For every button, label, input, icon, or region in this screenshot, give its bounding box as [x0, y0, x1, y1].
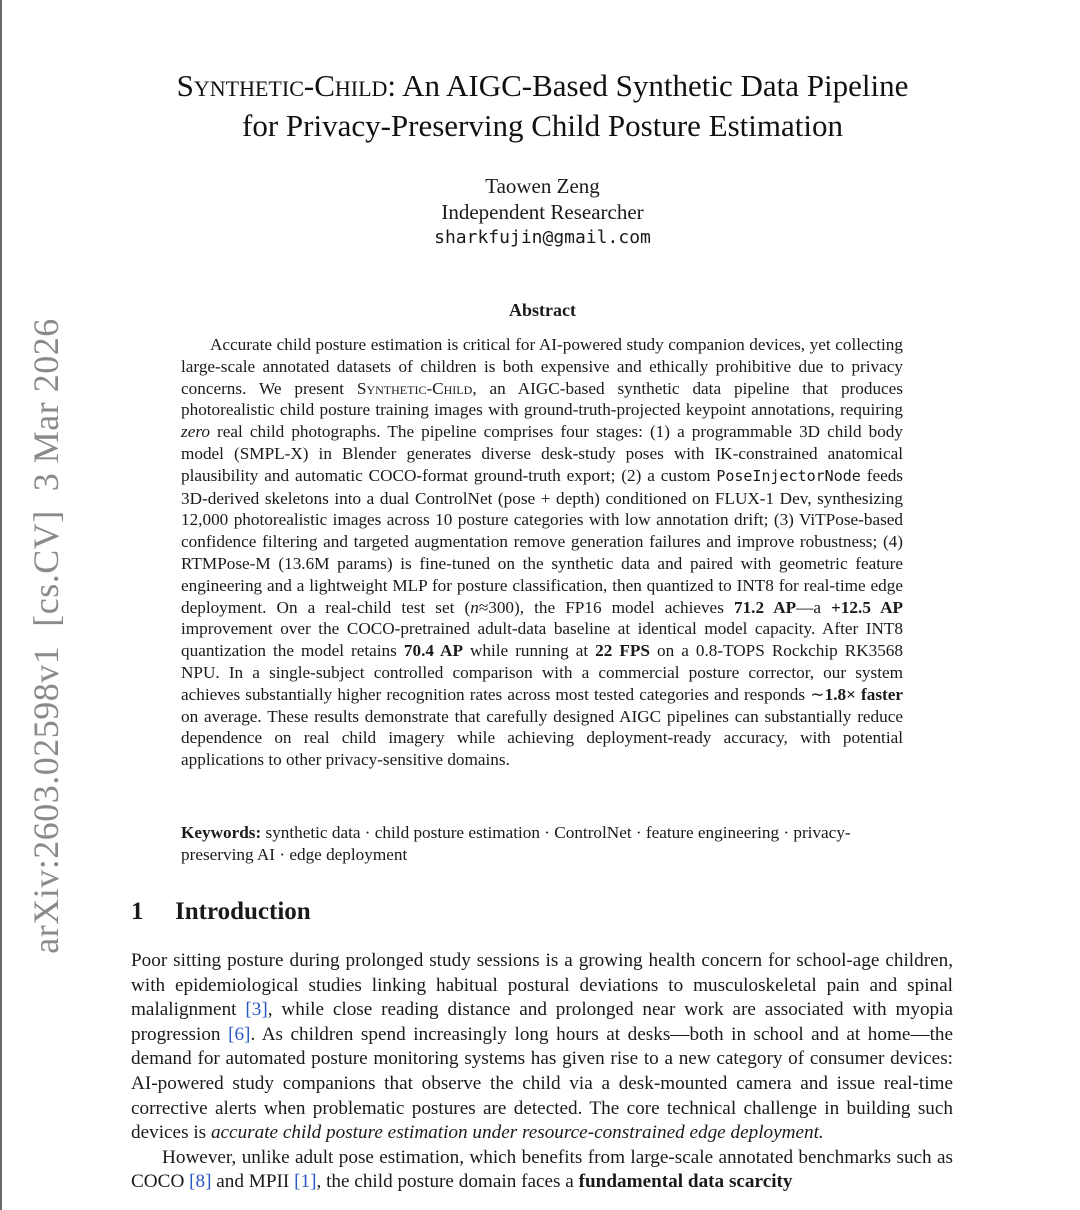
section-title: Introduction — [175, 898, 311, 925]
abstract-text: , an AIGC-based synthetic data pipeline that produces photorealistic child posture training images with ground-truth-projected keypoint annotations, requiring — [181, 378, 903, 420]
abstract-text: —a — [796, 597, 832, 617]
paragraph — [131, 949, 953, 1146]
page-left-border — [0, 0, 2, 1210]
body-text: and MPII — [211, 1171, 295, 1193]
author-name: Taowen Zeng — [485, 174, 600, 198]
introduction-body — [131, 949, 953, 1195]
title-line1-rest: : An AIGC-Based Synthetic Data Pipeline — [387, 68, 909, 103]
keywords — [181, 822, 906, 866]
abstract-bold-result: 1.8× faster — [824, 684, 904, 704]
abstract-emphasis: n — [470, 597, 479, 617]
abstract-text: ≈300), the FP16 model achieves — [478, 597, 734, 617]
abstract-system-name: Synthetic-Child — [356, 378, 473, 398]
citation-link[interactable]: [1] — [294, 1171, 317, 1193]
body-emphasis: accurate child posture estimation under resource-constrained edge deployment. — [210, 1122, 824, 1144]
abstract-bold-result: +12.5 AP — [831, 597, 903, 617]
abstract-code-term: PoseInjectorNode — [716, 466, 861, 485]
abstract-text: on a 0.8-TOPS Rockchip RK3568 NPU. In a single-subject controlled comparison with a commercial posture corrector, our system achieves substantially higher recognition rates across most tested categories and responds ∼ — [181, 641, 903, 704]
citation-link[interactable]: [3] — [245, 999, 268, 1021]
abstract-body — [181, 334, 903, 771]
abstract-bold-result: 22 FPS — [595, 641, 650, 661]
abstract-text: feeds 3D-derived skeletons into a dual ControlNet (pose + depth) conditioned on FLUX-1 Dev, synthesizing 12,000 photorealistic images across 10 posture categories with low annotation drift; (3) ViTPose-based confidence filtering and targeted augmentation remove generation failures and improve robustness; (4) RTMPose-M (13.6M params) is fine-tuned on the synthetic data and paired with geometric feature engineering and a lightweight MLP for posture classification, then quantized to INT8 for real-time edge deployment. On a real-child test set ( — [181, 465, 903, 617]
abstract-text: real child photographs. The pipeline comprises four stages: (1) a programmable 3D child body model (SMPL-X) in Blender generates diverse desk-study poses with IK-constrained anatomical plausibility and automatic COCO-format ground-truth export; (2) a custom — [181, 422, 903, 485]
abstract-text: on average. These results demonstrate that carefully designed AIGC pipelines can substantially reduce dependence on real child imagery while achieving deployment-ready accuracy, with potential applications to other privacy-sensitive domains. — [181, 706, 903, 770]
keywords-label: Keywords: — [181, 823, 262, 842]
paragraph — [131, 1146, 953, 1195]
body-text: Poor sitting posture during prolonged study sessions is a growing health concern for school-age children, with epidemiological studies linking habitual postural deviations to musculoskeletal pain and spinal malalignment — [131, 950, 953, 1021]
body-text: , the child posture domain faces a — [316, 1171, 579, 1193]
author-affiliation: Independent Researcher — [441, 200, 644, 224]
abstract-text: Accurate child posture estimation is critical for AI-powered study companion devices, yet collecting large-scale annotated datasets of children is both expensive and ethically prohibitive due to privacy concerns. We present — [181, 335, 903, 398]
citation-link[interactable]: [6] — [228, 1023, 251, 1045]
body-text: However, unlike adult pose estimation, which benefits from large-scale annotated benchmarks such as COCO — [131, 1146, 953, 1193]
title-system-name: Synthetic-Child — [176, 68, 388, 103]
author-email[interactable]: sharkfujin@gmail.com — [434, 227, 651, 248]
abstract-heading: Abstract — [509, 300, 576, 320]
paper-title — [100, 66, 985, 146]
body-text: . As children spend increasingly long hours at desks—both in school and at home—the demand for automated posture monitoring systems has given rise to a new category of consumer devices: AI-powered study companions that observe the child via a desk-mounted camera and issue real-time corrective alerts when problematic postures are detected. The core technical challenge in building such devices is — [131, 1023, 954, 1144]
author-block — [100, 173, 985, 251]
title-line2: for Privacy-Preserving Child Posture Estimation — [242, 108, 843, 143]
abstract-bold-result: 70.4 AP — [403, 641, 463, 661]
arxiv-identifier[interactable]: arXiv:2603.02598v1 [cs.CV] 3 Mar 2026 — [26, 318, 66, 954]
body-bold: fundamental data scarcity — [578, 1171, 793, 1193]
abstract-bold-result: 71.2 AP — [733, 597, 797, 617]
citation-link[interactable]: [8] — [189, 1171, 212, 1193]
abstract-emphasis: zero — [181, 422, 210, 442]
keywords-list: synthetic data · child posture estimation · ControlNet · feature engineering · privacy-preserving AI · edge deployment — [181, 823, 851, 864]
body-text: , while close reading distance and prolonged near work are associated with myopia progression — [131, 999, 953, 1045]
abstract-text: while running at — [462, 641, 596, 661]
abstract-text: improvement over the COCO-pretrained adult-data baseline at identical model capacity. After INT8 quantization the model retains — [181, 619, 903, 661]
section-number: 1 — [131, 898, 144, 925]
section-heading-introduction — [131, 898, 311, 926]
